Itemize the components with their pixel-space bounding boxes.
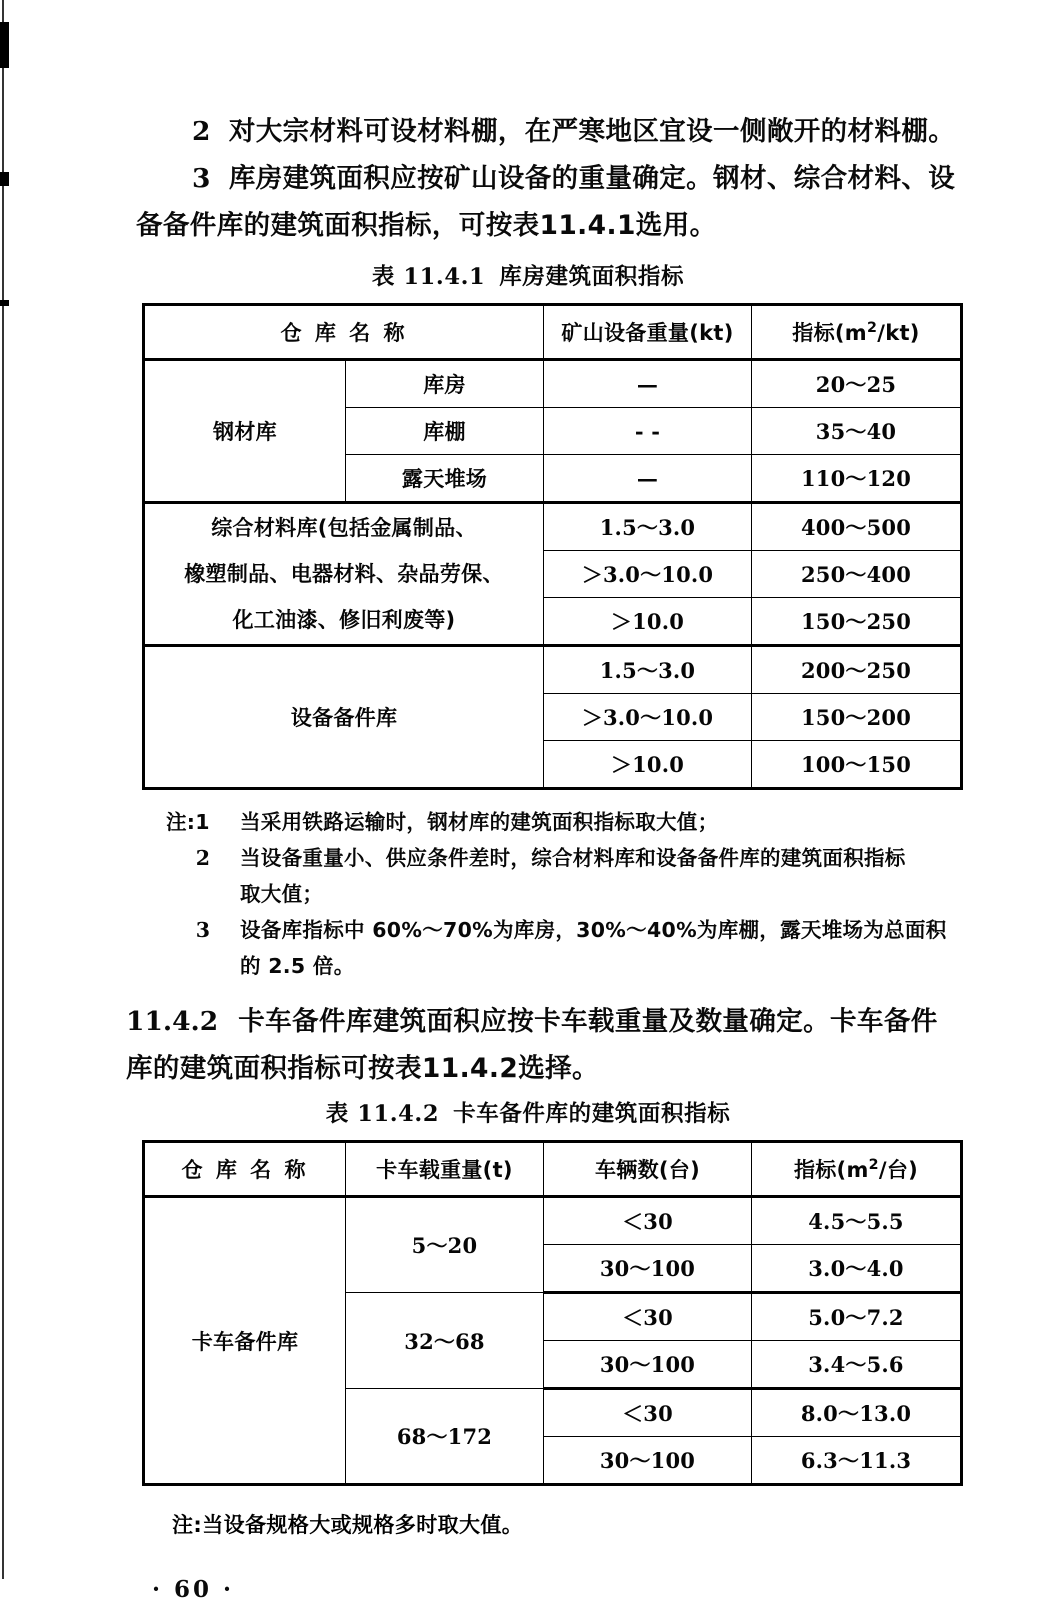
table-2-note: 注:当设备规格大或规格多时取大值。 (172, 1513, 524, 1537)
table-2-count: 30～100 (544, 1437, 752, 1485)
note-text-continued: 的 2.5 倍。 (240, 954, 355, 978)
table-2-caption (0, 1096, 1050, 1128)
table-truck-parts-area-index (142, 1140, 963, 1486)
table-1-subname: 库房 (346, 360, 544, 408)
table-2-header-count: 车辆数(台) (544, 1142, 752, 1197)
table-2-load: 5～20 (346, 1197, 544, 1293)
note-text: 当设备重量小、供应条件差时，综合材料库和设备备件库的建筑面积指标 (240, 846, 906, 870)
note-marker: 3 (195, 918, 211, 942)
table-1-header-name: 仓 库 名 称 (144, 305, 544, 360)
clause-11-4-2 (0, 998, 1050, 1092)
table-2-index: 6.3～11.3 (752, 1437, 962, 1485)
table-1-index: 200～250 (752, 646, 962, 694)
table-1-index: 250～400 (752, 551, 962, 598)
table-1-weight: - - (544, 408, 752, 455)
table-1-weight: ＞3.0～10.0 (544, 551, 752, 598)
clause-number: 11.4.2 (126, 1006, 219, 1037)
item-text: 对大宗材料可设材料棚，在严寒地区宜设一侧敞开的材料棚。 (228, 116, 956, 147)
table-1-weight: — (544, 360, 752, 408)
table-1-weight: 1.5～3.0 (544, 646, 752, 694)
table-1-caption-number: 表 11.4.1 (371, 264, 486, 290)
table-2-header-load: 卡车载重量(t) (346, 1142, 544, 1197)
table-2-index: 5.0～7.2 (752, 1293, 962, 1341)
table-2-count: ＜30 (544, 1293, 752, 1341)
table-1-header-index: 指标$(m^2/kt)$ (752, 305, 962, 360)
table-2-index: 3.4～5.6 (752, 1341, 962, 1389)
label-line: 化工油漆、修旧利废等) (232, 608, 456, 632)
note-text: 设备库指标中 60%～70%为库房，30%～40%为库棚，露天堆场为总面积 (240, 918, 947, 942)
table-1-index: 20～25 (752, 360, 962, 408)
table-2-wrapper (0, 1140, 1050, 1486)
table-1-group-name: 设备备件库 (144, 646, 544, 789)
item-text: 库房建筑面积应按矿山设备的重量确定。钢材、综合材料、设备备件库的建筑面积指标，可按表11.4.1选用。 (136, 163, 956, 241)
table-storage-area-index (142, 303, 963, 790)
table-2-header-index: 指标($m^2/$台) (752, 1142, 962, 1197)
table-1-notes (0, 804, 1050, 984)
note-text-continued: 取大值； (240, 882, 324, 906)
table-1-index: 35～40 (752, 408, 962, 455)
table-2-caption-title: 卡车备件库的建筑面积指标 (453, 1101, 731, 1127)
table-1-index: 400～500 (752, 503, 962, 551)
table-1-index: 100～150 (752, 741, 962, 789)
clause-text: 卡车备件库建筑面积应按卡车载重量及数量确定。卡车备件库的建筑面积指标可按表11.4.2选择。 (126, 1006, 938, 1084)
table-2-header-name: 仓 库 名 称 (144, 1142, 346, 1197)
numbered-item-3 (0, 155, 1050, 249)
table-1-weight: ＞10.0 (544, 598, 752, 646)
table-1-subname: 库棚 (346, 408, 544, 455)
item-number: 3 (192, 163, 211, 194)
table-2-warehouse-name: 卡车备件库 (144, 1197, 346, 1485)
table-row (144, 503, 962, 551)
table-2-count: ＜30 (544, 1389, 752, 1437)
table-1-group-name-composite (144, 503, 544, 646)
table-1-header-weight: 矿山设备重量(kt) (544, 305, 752, 360)
item-number: 2 (192, 116, 211, 147)
table-2-load: 68～172 (346, 1389, 544, 1485)
table-1-weight: ＞10.0 (544, 741, 752, 789)
table-1-subname: 露天堆场 (346, 455, 544, 503)
note-item (166, 912, 978, 948)
table-2-header-row (144, 1142, 962, 1197)
label-line: 综合材料库(包括金属制品、 (211, 516, 477, 540)
table-2-index: 3.0～4.0 (752, 1245, 962, 1293)
table-1-group-name: 钢材库 (144, 360, 346, 503)
table-1-index: 110～120 (752, 455, 962, 503)
note-item (166, 840, 978, 876)
table-row (144, 1197, 962, 1245)
table-2-load: 32～68 (346, 1293, 544, 1389)
note-text: 当采用铁路运输时，钢材库的建筑面积指标取大值； (240, 810, 719, 834)
table-2-count: 30～100 (544, 1341, 752, 1389)
table-1-weight: — (544, 455, 752, 503)
superscript: 2 (866, 320, 878, 336)
label-line: 橡塑制品、电器材料、杂品劳保、 (184, 562, 504, 586)
table-1-index: 150～200 (752, 694, 962, 741)
superscript: 2 (868, 1157, 879, 1173)
table-1-header-row (144, 305, 962, 360)
table-row (144, 360, 962, 408)
note-marker: 2 (195, 846, 211, 870)
table-1-weight: ＞3.0～10.0 (544, 694, 752, 741)
table-2-index: 4.5～5.5 (752, 1197, 962, 1245)
note-item (166, 804, 978, 840)
table-2-count: 30～100 (544, 1245, 752, 1293)
table-1-caption (0, 259, 1050, 291)
table-2-caption-number: 表 11.4.2 (325, 1101, 440, 1127)
table-2-index: 8.0～13.0 (752, 1389, 962, 1437)
table-1-weight: 1.5～3.0 (544, 503, 752, 551)
table-1-wrapper (0, 303, 1050, 790)
table-row (144, 646, 962, 694)
note-marker: 注:1 (166, 810, 210, 834)
table-1-index: 150～250 (752, 598, 962, 646)
numbered-item-2 (0, 108, 1050, 155)
table-2-count: ＜30 (544, 1197, 752, 1245)
page-number: · 60 · (152, 1576, 235, 1603)
table-1-caption-title: 库房建筑面积指标 (499, 264, 685, 290)
